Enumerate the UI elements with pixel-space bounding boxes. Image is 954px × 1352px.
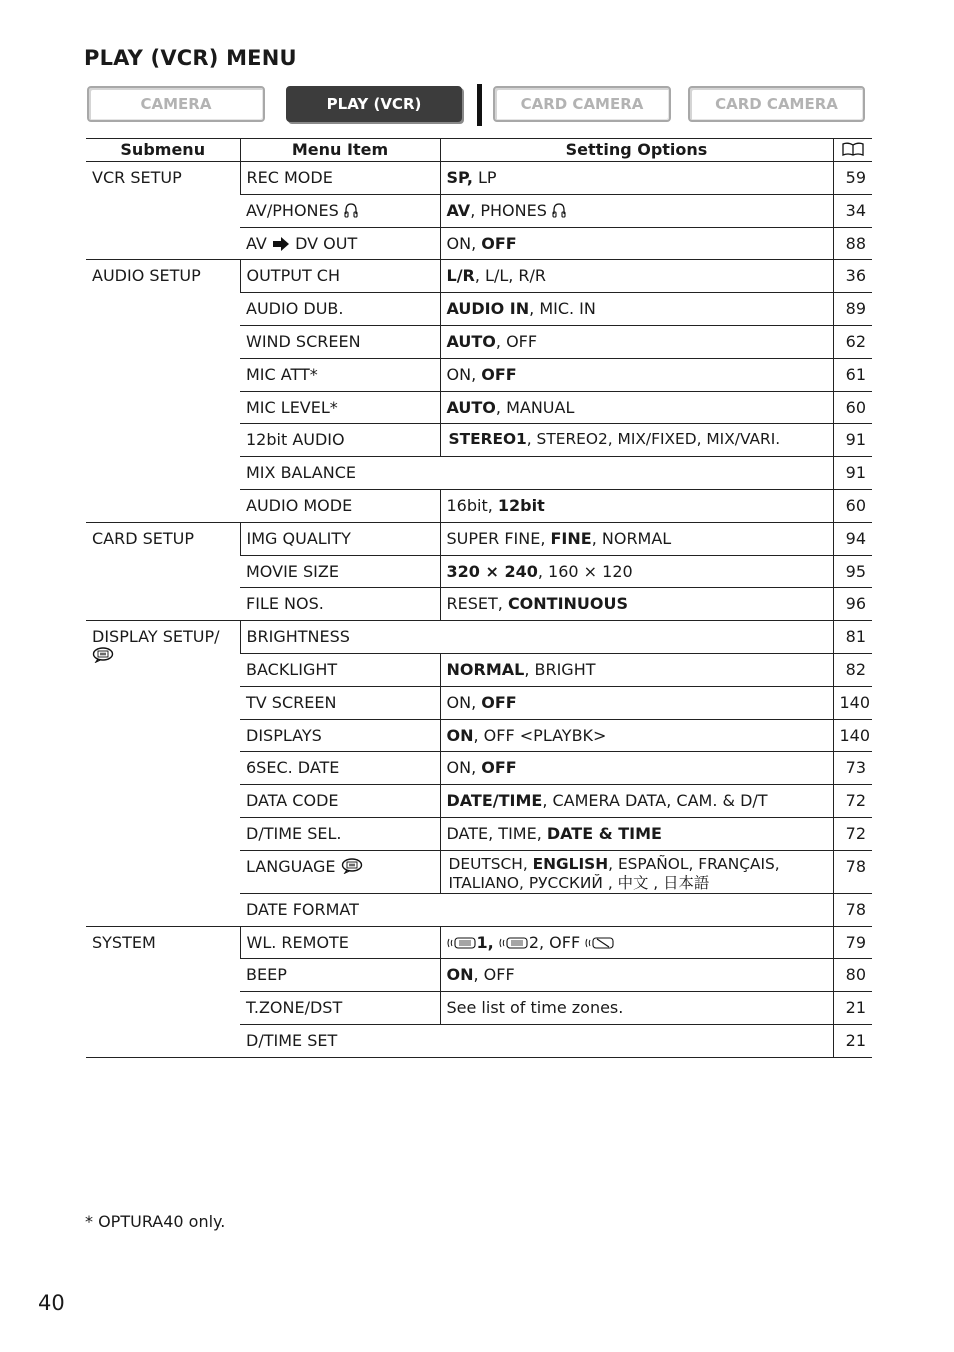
menu-item: D/TIME SEL.: [240, 817, 440, 850]
page-ref: 21: [833, 1024, 872, 1057]
setting-options: AV, PHONES: [440, 194, 833, 227]
menu-item: 6SEC. DATE: [240, 752, 440, 785]
setting-options: ON, OFF: [440, 959, 833, 992]
setting-options: STEREO1, STEREO2, MIX/FIXED, MIX/VARI.: [440, 424, 833, 457]
headphones-icon: [552, 202, 566, 222]
setting-options: 1, 2, OFF: [440, 926, 833, 959]
submenu-audio-setup: AUDIO SETUP: [86, 260, 240, 522]
setting-options: See list of time zones.: [440, 992, 833, 1025]
submenu-display-setup: DISPLAY SETUP/: [86, 621, 240, 926]
page-ref: 73: [833, 752, 872, 785]
menu-item: BRIGHTNESS: [240, 621, 833, 654]
setting-options: ON, OFF: [440, 227, 833, 260]
headphones-icon: [344, 202, 358, 222]
page-ref: 60: [833, 489, 872, 522]
header-submenu: Submenu: [86, 139, 240, 162]
page-ref: 36: [833, 260, 872, 293]
page-ref: 88: [833, 227, 872, 260]
tab-play-vcr[interactable]: PLAY (VCR): [286, 86, 462, 122]
header-page: [833, 139, 872, 162]
page-ref: 140: [833, 686, 872, 719]
setting-options: 16bit, 12bit: [440, 489, 833, 522]
menu-item: IMG QUALITY: [240, 522, 440, 555]
page-ref: 72: [833, 785, 872, 818]
setting-options: DEUTSCH, ENGLISH, ESPAÑOL, FRANÇAIS, ITALIANO, РУССКИЙ , 中文 , 日本語: [440, 850, 833, 893]
page-ref: 95: [833, 555, 872, 588]
footnote: * OPTURA40 only.: [85, 1212, 226, 1231]
menu-item: WIND SCREEN: [240, 325, 440, 358]
menu-item: LANGUAGE: [240, 850, 440, 893]
setting-options: DATE/TIME, CAMERA DATA, CAM. & D/T: [440, 785, 833, 818]
page-ref: 82: [833, 653, 872, 686]
page-number: 40: [38, 1291, 65, 1315]
page-ref: 61: [833, 358, 872, 391]
menu-item: MOVIE SIZE: [240, 555, 440, 588]
page-ref: 21: [833, 992, 872, 1025]
header-setting-options: Setting Options: [440, 139, 833, 162]
setting-options: NORMAL, BRIGHT: [440, 653, 833, 686]
page-ref: 78: [833, 850, 872, 893]
setting-options: ON, OFF <PLAYBK>: [440, 719, 833, 752]
menu-item: AUDIO MODE: [240, 489, 440, 522]
tab-card-camera-2[interactable]: CARD CAMERA: [688, 86, 865, 122]
setting-options: AUTO, MANUAL: [440, 391, 833, 424]
menu-item: MIC LEVEL*: [240, 391, 440, 424]
submenu-vcr-setup: VCR SETUP: [86, 162, 240, 260]
menu-item: T.ZONE/DST: [240, 992, 440, 1025]
page-ref: 79: [833, 926, 872, 959]
setting-options: DATE, TIME, DATE & TIME: [440, 817, 833, 850]
remote-off-icon: [585, 935, 615, 954]
menu-item: BACKLIGHT: [240, 653, 440, 686]
menu-item: FILE NOS.: [240, 588, 440, 621]
page-ref: 94: [833, 522, 872, 555]
table-row: [86, 260, 872, 293]
menu-item: MIC ATT*: [240, 358, 440, 391]
menu-item: TV SCREEN: [240, 686, 440, 719]
table-row: [86, 926, 872, 959]
menu-item: AV/PHONES: [240, 194, 440, 227]
page-ref: 80: [833, 959, 872, 992]
page-ref: 59: [833, 162, 872, 195]
setting-options: L/R, L/L, R/R: [440, 260, 833, 293]
menu-item: OUTPUT CH: [240, 260, 440, 293]
menu-item: DATA CODE: [240, 785, 440, 818]
submenu-system: SYSTEM: [86, 926, 240, 1057]
page-ref: 62: [833, 325, 872, 358]
table-row: [86, 162, 872, 195]
menu-item: AUDIO DUB.: [240, 293, 440, 326]
menu-item: BEEP: [240, 959, 440, 992]
page-ref: 72: [833, 817, 872, 850]
page-ref: 78: [833, 893, 872, 926]
menu-item: D/TIME SET: [240, 1024, 833, 1057]
speech-bubble-icon: [341, 858, 363, 878]
setting-options: ON, OFF: [440, 358, 833, 391]
tab-camera[interactable]: CAMERA: [87, 86, 265, 122]
page-ref: 96: [833, 588, 872, 621]
remote-icon: [447, 935, 477, 954]
table-row: [86, 522, 872, 555]
setting-options: AUTO, OFF: [440, 325, 833, 358]
table-header: [86, 139, 872, 162]
page-ref: 91: [833, 424, 872, 457]
menu-item: WL. REMOTE: [240, 926, 440, 959]
tab-card-camera-1[interactable]: CARD CAMERA: [493, 86, 671, 122]
setting-options: ON, OFF: [440, 686, 833, 719]
menu-item: AV DV OUT: [240, 227, 440, 260]
tab-separator: [477, 84, 482, 126]
setting-options: SUPER FINE, FINE, NORMAL: [440, 522, 833, 555]
page-ref: 60: [833, 391, 872, 424]
setting-options: ON, OFF: [440, 752, 833, 785]
page-title: PLAY (VCR) MENU: [84, 46, 297, 70]
setting-options: RESET, CONTINUOUS: [440, 588, 833, 621]
table-row: [86, 621, 872, 654]
page-ref: 81: [833, 621, 872, 654]
submenu-card-setup: CARD SETUP: [86, 522, 240, 620]
setting-options: SP, LP: [440, 162, 833, 195]
menu-item: REC MODE: [240, 162, 440, 195]
page-ref: 91: [833, 457, 872, 490]
header-menu-item: Menu Item: [240, 139, 440, 162]
remote-icon: [499, 935, 529, 954]
menu-table: [86, 138, 872, 1058]
menu-item: DISPLAYS: [240, 719, 440, 752]
setting-options: AUDIO IN, MIC. IN: [440, 293, 833, 326]
menu-item: 12bit AUDIO: [240, 424, 440, 457]
setting-options: 320 × 240, 160 × 120: [440, 555, 833, 588]
page-ref: 34: [833, 194, 872, 227]
page-ref: 89: [833, 293, 872, 326]
menu-item: DATE FORMAT: [240, 893, 833, 926]
book-icon: [842, 141, 864, 161]
menu-item: MIX BALANCE: [240, 457, 833, 490]
speech-bubble-icon: [92, 647, 114, 667]
page-ref: 140: [833, 719, 872, 752]
arrow-right-icon: [272, 236, 290, 255]
